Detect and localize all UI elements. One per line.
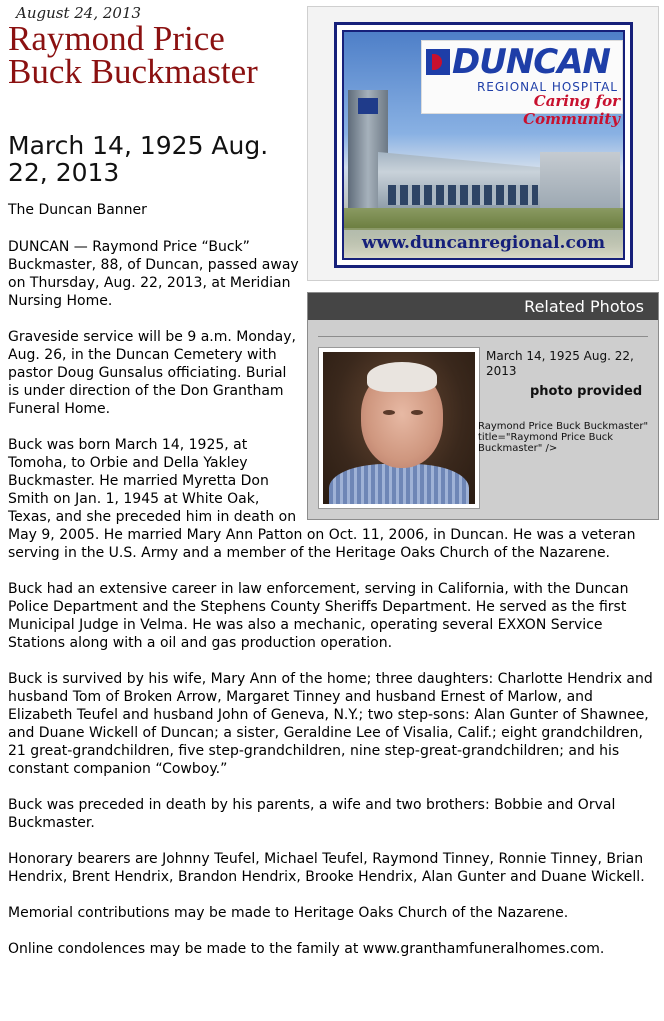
portrait-photo [323,352,475,504]
paragraph-career: Buck had an extensive career in law enforcement, serving in California, with the Duncan Police Department and the Stephens County Sheriffs Department. He served as the first Municipal Judge in Velma. He was also a mechanic, operating several EXXON Service Stations along with a oil and gas production operation. [8,581,629,651]
hospital-advertisement[interactable] [334,22,633,268]
article-title: Raymond Price Buck Buckmaster [8,19,258,91]
paragraph-preceded: Buck was preceded in death by his parents, a wife and two brothers: Bobbie and Orval Buckmaster. [8,797,616,831]
ad-url-bar [344,228,623,258]
hospital-photo [342,30,625,260]
logo-brand: DUNCAN [452,42,611,82]
paragraph-survivors: Buck is survived by his wife, Mary Ann of the home; three daughters: Charlotte Hendrix and husband Tom of Broken Arrow, Margaret Tinney and husband Ernest of Marlow, and Elizabeth Teufel and husband John of Geneva, N.Y.; two step-sons: Alan Gunter of Shawnee, and Duane Wickell of Duncan; a sister, Geraldine Lee of Visalia, Calif.; eight grandchildren, 21 great-grandchildren, five step-grandchildren, nine step-great-grandchildren; and his constant companion “Cowboy.” [8,671,653,777]
paragraph-memorials: Memorial contributions may be made to Heritage Oaks Church of the Nazarene. [8,905,569,921]
related-photos-box [307,292,659,520]
paragraph-intro: DUNCAN — Raymond Price “Buck” Buckmaster, 88, of Duncan, passed away on Thursday, Aug. 22, 2013, at Meridian Nursing Home. [8,239,299,309]
paragraph-biography: Buck was born March 14, 1925, at Tomoha, to Orbie and Della Yakley Buckmaster. He married Myretta Don Smith on Jan. 1, 1945 at White Oak, Texas, and she preceded him in death on May 9, 2005. He married Mary Ann Patton on Oct. 11, 2006, in Duncan. He was a veteran serving in the U.S. Army and a member of the Heritage Oaks Church of the Nazarene. [8,437,636,561]
divider [318,336,648,337]
paragraph-service: Graveside service will be 9 a.m. Monday, Aug. 26, in the Duncan Cemetery with pastor Doug Gunsalus officiating. Burial is under direction of the Don Grantham Funeral Home. [8,329,296,417]
lawn [344,208,623,230]
photo-thumbnail[interactable] [318,347,480,509]
byline: The Duncan Banner [8,202,147,218]
paragraph-condolences: Online condolences may be made to the family at www.granthamfuneralhomes.com. [8,941,605,957]
article-date: August 24, 2013 [16,4,142,22]
logo-subtitle: REGIONAL HOSPITAL [476,80,618,94]
logo-tagline: Caring for Community [523,92,620,128]
article-subtitle: March 14, 1925 Aug. 22, 2013 [8,131,269,187]
ad-url[interactable]: www.duncanregional.com [361,233,606,253]
related-photos-heading: Related Photos [308,293,658,320]
logo-mark-icon [426,49,450,75]
paragraph-bearers: Honorary bearers are Johnny Teufel, Michael Teufel, Raymond Tinney, Ronnie Tinney, Brian Hendrix, Brent Hendrix, Brandon Hendrix, Brooke Hendrix, Alan Gunter and Duane Wickell. [8,851,645,885]
photo-caption: March 14, 1925 Aug. 22, 2013 [486,349,634,378]
hospital-logo [421,40,623,128]
photo-credit: photo provided [530,384,643,399]
building-wing [540,152,620,212]
photo-alt-text: Raymond Price Buck Buckmaster" title="Raymond Price Buck Buckmaster" /> [478,421,649,454]
